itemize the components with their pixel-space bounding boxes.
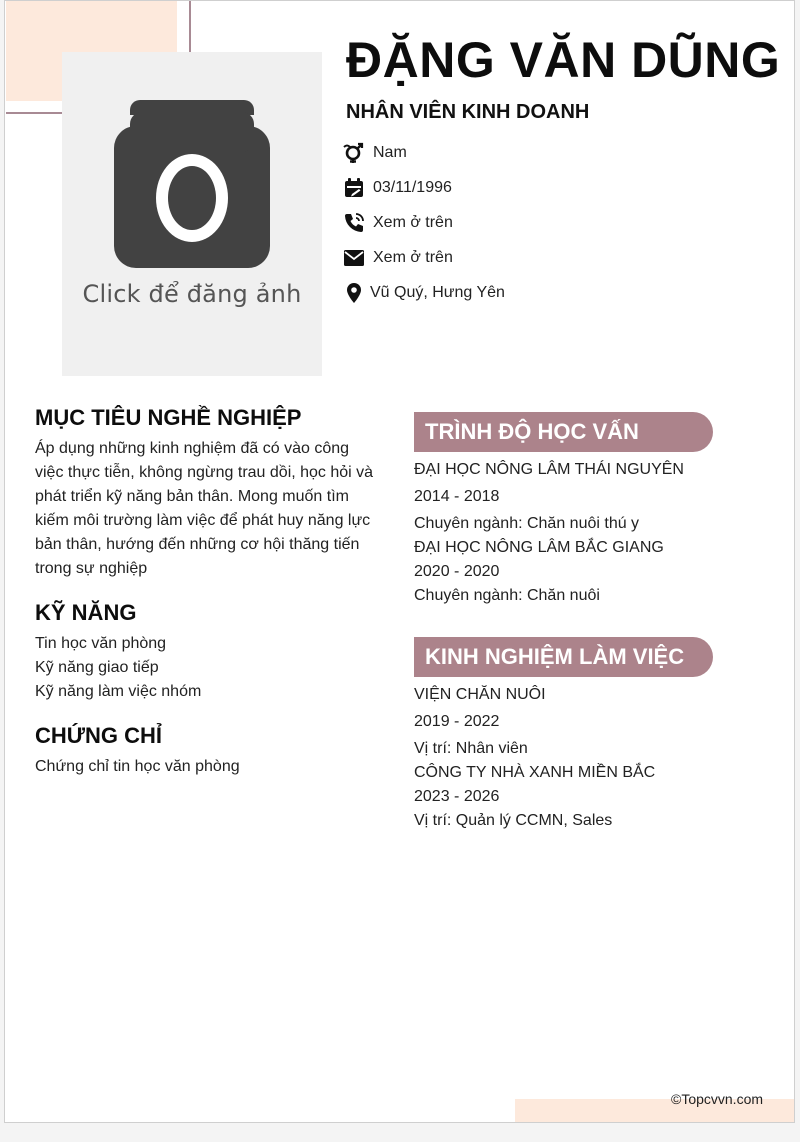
- list-item: Tin học văn phòng: [35, 635, 167, 652]
- candidate-name: ĐẶNG VĂN DŨNG: [346, 32, 781, 88]
- list-item: Kỹ năng làm việc nhóm: [35, 683, 202, 700]
- skills-heading: KỸ NĂNG: [35, 600, 137, 625]
- education-period: 2014 - 2018: [414, 488, 500, 505]
- experience-period: 2019 - 2022: [414, 713, 500, 730]
- experience-company: CÔNG TY NHÀ XANH MIỀN BẮC: [414, 764, 656, 781]
- info-phone: [343, 211, 453, 235]
- certificates-list: [35, 755, 380, 779]
- mail-icon: [343, 247, 365, 269]
- birthday-value: 03/11/1996: [373, 179, 452, 196]
- info-email: [343, 246, 453, 270]
- skills-list: [35, 632, 380, 704]
- copyright-text: ©Topcvvn.com: [671, 1091, 764, 1107]
- phone-value: Xem ở trên: [373, 214, 453, 231]
- education-period: 2020 - 2020: [414, 563, 500, 580]
- gender-icon: [343, 142, 365, 164]
- list-item: Chứng chỉ tin học văn phòng: [35, 758, 240, 775]
- experience-period: 2023 - 2026: [414, 788, 500, 805]
- photo-upload-area[interactable]: [62, 52, 322, 376]
- experience-heading: KINH NGHIỆM LÀM VIỆC: [414, 637, 713, 677]
- objective-text: Áp dụng những kinh nghiệm đã có vào công việc thực tiễn, không ngừng trau dồi, học hỏi và phát triển kỹ năng bản thân. Mong muốn tìm kiếm môi trường làm việc để phát huy năng lực bản thân, hướng đến những cơ hội thăng tiến trong sự nghiệp: [35, 440, 374, 577]
- education-school: ĐẠI HỌC NÔNG LÂM BẮC GIANG: [414, 539, 664, 556]
- cv-page: [4, 0, 795, 1123]
- info-address: [343, 281, 505, 305]
- objective-heading: MỤC TIÊU NGHỀ NGHIỆP: [35, 405, 302, 430]
- list-item: Kỹ năng giao tiếp: [35, 659, 159, 676]
- info-gender: [343, 141, 407, 165]
- experience-position: Vị trí: Nhân viên: [414, 740, 528, 757]
- camera-icon: [114, 100, 270, 270]
- gender-value: Nam: [373, 144, 407, 161]
- education-heading: TRÌNH ĐỘ HỌC VẤN: [414, 412, 713, 452]
- experience-position: Vị trí: Quản lý CCMN, Sales: [414, 812, 613, 829]
- education-school: ĐẠI HỌC NÔNG LÂM THÁI NGUYÊN: [414, 461, 684, 478]
- location-pin-icon: [343, 282, 365, 304]
- photo-upload-label: Click để đăng ảnh: [82, 280, 302, 308]
- calendar-icon: [343, 177, 365, 199]
- education-major: Chuyên ngành: Chăn nuôi: [414, 587, 600, 604]
- job-title: NHÂN VIÊN KINH DOANH: [346, 101, 590, 123]
- education-major: Chuyên ngành: Chăn nuôi thú y: [414, 515, 640, 532]
- experience-company: VIỆN CHĂN NUÔI: [414, 686, 546, 703]
- info-birthday: [343, 176, 452, 200]
- email-value: Xem ở trên: [373, 249, 453, 266]
- address-value: Vũ Quý, Hưng Yên: [370, 284, 505, 301]
- certificates-heading: CHỨNG CHỈ: [35, 723, 163, 748]
- phone-icon: [343, 212, 365, 234]
